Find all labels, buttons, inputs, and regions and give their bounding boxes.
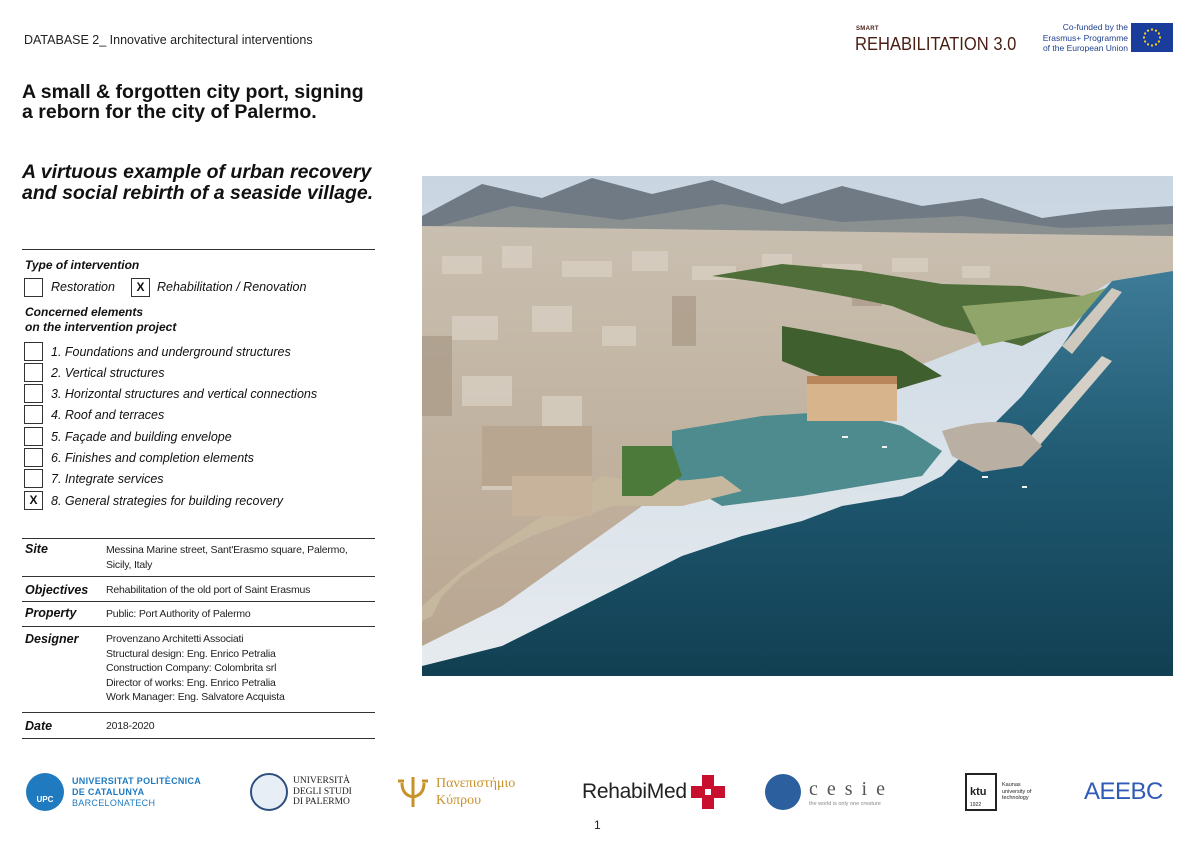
upc-emblem-icon: UPC (26, 773, 64, 811)
checkbox-element-7-label: 7. Integrate services (51, 472, 164, 486)
divider (22, 538, 375, 539)
page-title: A small & forgotten city port, signing a reborn for the city of Palermo. (22, 81, 364, 123)
checkbox-element-8-label: 8. General strategies for building recovery (51, 494, 284, 508)
checkbox-element-3[interactable] (24, 384, 43, 403)
intervention-type-label: Type of intervention (25, 258, 140, 272)
checkbox-element-6-label: 6. Finishes and completion elements (51, 451, 254, 465)
checkbox-element-2[interactable] (24, 363, 43, 382)
divider (22, 626, 375, 627)
checkbox-restoration[interactable] (24, 278, 43, 297)
checkbox-element-6[interactable] (24, 448, 43, 467)
designer-key: Designer (25, 632, 79, 646)
divider (22, 738, 375, 739)
checkbox-element-7[interactable] (24, 469, 43, 488)
page-subtitle: A virtuous example of urban recovery and social rebirth of a seaside village. (22, 161, 374, 204)
brand-name-text: REHABILITATION 3.0 (855, 34, 1017, 54)
checkbox-element-4[interactable] (24, 405, 43, 424)
divider (22, 712, 375, 713)
checkbox-rehabilitation[interactable]: X (131, 278, 150, 297)
checkbox-element-1[interactable] (24, 342, 43, 361)
checkbox-element-5[interactable] (24, 427, 43, 446)
smart-rehabilitation-logo (855, 26, 1015, 56)
university-of-cyprus-logo: Πανεπιστήμιο Κύπρου (396, 768, 546, 816)
upc-logo: UPC UNIVERSITAT POLITÈCNICA DE CATALUNYA BARCELONATECH (26, 768, 216, 816)
divider (22, 601, 375, 602)
checkbox-element-5-label: 5. Façade and building envelope (51, 430, 232, 444)
brand-small-text: SMART (856, 26, 879, 32)
rehabimed-logo: RehabiMed (582, 768, 732, 816)
checkbox-element-2-label: 2. Vertical structures (51, 366, 165, 380)
designer-value: Provenzano Architetti Associati Structural design: Eng. Enrico Petralia Construction Company: Colombrita srl Director of works: Eng. Enrico Petralia Work Manager: Eng. Salvatore Acquista (106, 633, 285, 703)
date-key: Date (25, 719, 53, 733)
checkbox-element-4-label: 4. Roof and terraces (51, 408, 165, 422)
aeebc-logo: AEEBC (1084, 778, 1163, 805)
checkbox-element-8[interactable]: X (24, 491, 43, 510)
property-value: Public: Port Authority of Palermo (106, 608, 251, 620)
checkbox-rehabilitation-label: Rehabilitation / Renovation (157, 280, 307, 294)
date-value: 2018-2020 (106, 720, 155, 732)
cyprus-emblem-icon (396, 773, 430, 811)
eu-cofunded-text: Co-funded by the Erasmus+ Programme of the European Union (1042, 22, 1128, 53)
cesie-logo: c e s i e the world is only one creature (765, 768, 925, 816)
property-key: Property (25, 606, 77, 620)
eu-flag-icon (1131, 23, 1173, 52)
checkbox-restoration-label: Restoration (51, 280, 115, 294)
site-value: Messina Marine street, Sant'Erasmo square, Palermo, Sicily, Italy (106, 544, 348, 571)
aerial-photo-palermo-port (422, 176, 1173, 676)
database-label: DATABASE 2_ Innovative architectural interventions (24, 33, 313, 47)
checkbox-element-3-label: 3. Horizontal structures and vertical connections (51, 387, 318, 401)
site-key: Site (25, 542, 48, 556)
cesie-emblem-icon (765, 774, 801, 810)
objectives-key: Objectives (25, 583, 89, 597)
rehabimed-cross-icon (691, 775, 725, 809)
divider (22, 576, 375, 577)
divider (22, 249, 375, 250)
ktu-logo: ktu 1922 Kaunas university of technology (965, 768, 1055, 816)
unipa-logo: UNIVERSITÀ DEGLI STUDI DI PALERMO (250, 768, 360, 816)
checkbox-element-1-label: 1. Foundations and underground structures (51, 345, 291, 359)
concerned-elements-label: Concerned elements on the intervention project (25, 305, 177, 334)
unipa-seal-icon (250, 773, 288, 811)
objectives-value: Rehabilitation of the old port of Saint Erasmus (106, 584, 311, 596)
page-number: 1 (594, 818, 601, 832)
